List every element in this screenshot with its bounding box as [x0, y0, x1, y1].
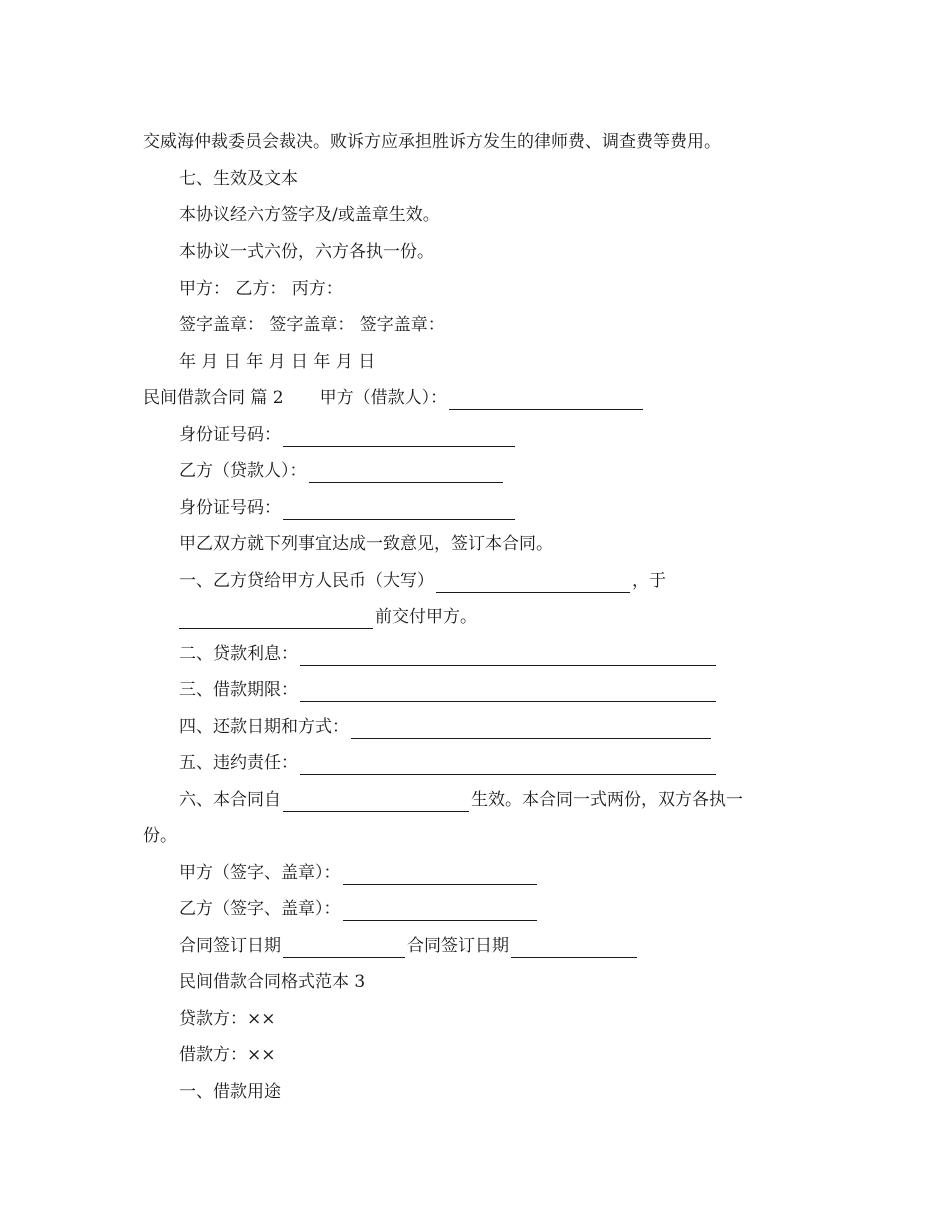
section-heading-purpose: 一、借款用途 — [179, 1082, 281, 1102]
party-a-sign-label: 甲方（签字、盖章）： — [179, 863, 341, 883]
lender-party-line: 贷款方：×× — [179, 1009, 276, 1029]
clause-6-cont: 份。 — [143, 826, 177, 846]
borrower-id-label: 身份证号码： — [179, 425, 281, 445]
party-a-sign-line — [179, 861, 539, 885]
borrower-party-line: 借款方：×× — [179, 1045, 276, 1065]
contract-title-line — [143, 386, 645, 410]
sign-date-line — [179, 934, 639, 958]
borrower-blank[interactable] — [449, 389, 643, 410]
paragraph-copies: 本协议一式六份，六方各执一份。 — [179, 242, 434, 262]
clause-6-label: 六、本合同自 — [179, 790, 281, 810]
party-b-sign-line — [179, 897, 539, 921]
paragraph-arbitration: 交威海仲裁委员会裁决。败诉方应承担胜诉方发生的律师费、调查费等费用。 — [143, 132, 721, 152]
clause-5-line — [179, 751, 718, 775]
interest-blank[interactable] — [300, 645, 716, 666]
term-blank[interactable] — [300, 681, 716, 702]
lender-line — [179, 459, 505, 483]
amount-blank[interactable] — [436, 572, 630, 593]
clause-1-line — [179, 569, 666, 593]
clause-5-label: 五、违约责任： — [179, 753, 298, 773]
lender-id-blank[interactable] — [283, 499, 515, 520]
clause-1-cont-line — [179, 605, 477, 629]
lender-label: 乙方（贷款人）： — [179, 461, 307, 481]
clause-1-label: 一、乙方贷给甲方人民币（大写） — [179, 571, 434, 591]
borrower-id-line — [179, 423, 517, 447]
borrower-label: 甲方（借款人）： — [319, 388, 448, 408]
paragraph-effect: 本协议经六方签字及/或盖章生效。 — [179, 205, 440, 225]
agreement-intro: 甲乙双方就下列事宜达成一致意见，签订本合同。 — [179, 534, 553, 554]
liability-blank[interactable] — [300, 754, 716, 775]
borrower-id-blank[interactable] — [283, 426, 515, 447]
delivery-date-blank[interactable] — [179, 608, 373, 629]
sign-date-label-1: 合同签订日期 — [179, 936, 281, 956]
sign-date-blank-2[interactable] — [511, 937, 637, 958]
sign-date-label-2: 合同签订日期 — [407, 936, 509, 956]
repayment-blank[interactable] — [351, 718, 711, 739]
clause-4-label: 四、还款日期和方式： — [179, 717, 349, 737]
clause-1-cont-text: 前交付甲方。 — [375, 607, 477, 627]
sign-date-blank-1[interactable] — [283, 937, 405, 958]
clause-2-line — [179, 642, 718, 666]
effective-date-blank[interactable] — [283, 791, 469, 812]
date-labels: 年 月 日 年 月 日 年 月 日 — [179, 352, 376, 372]
party-a-sign-blank[interactable] — [343, 864, 537, 885]
clause-3-line — [179, 678, 718, 702]
lender-id-label: 身份证号码： — [179, 498, 281, 518]
clause-2-label: 二、贷款利息： — [179, 644, 298, 664]
clause-6-line — [179, 788, 743, 812]
lender-blank[interactable] — [309, 462, 503, 483]
lender-id-line — [179, 496, 517, 520]
clause-1-suffix: ，于 — [632, 571, 666, 591]
section-heading-effect: 七、生效及文本 — [179, 169, 298, 189]
party-labels: 甲方： 乙方： 丙方： — [179, 279, 343, 299]
clause-6-text: 生效。本合同一式两份，双方各执一 — [471, 790, 743, 810]
contract-title-2: 民间借款合同 篇 2 — [143, 388, 284, 408]
signature-labels: 签字盖章： 签字盖章： 签字盖章： — [179, 315, 445, 335]
contract-title-3: 民间借款合同格式范本 3 — [179, 972, 366, 992]
party-b-sign-label: 乙方（签字、盖章）： — [179, 899, 341, 919]
clause-3-label: 三、借款期限： — [179, 680, 298, 700]
party-b-sign-blank[interactable] — [343, 900, 537, 921]
clause-4-line — [179, 715, 713, 739]
